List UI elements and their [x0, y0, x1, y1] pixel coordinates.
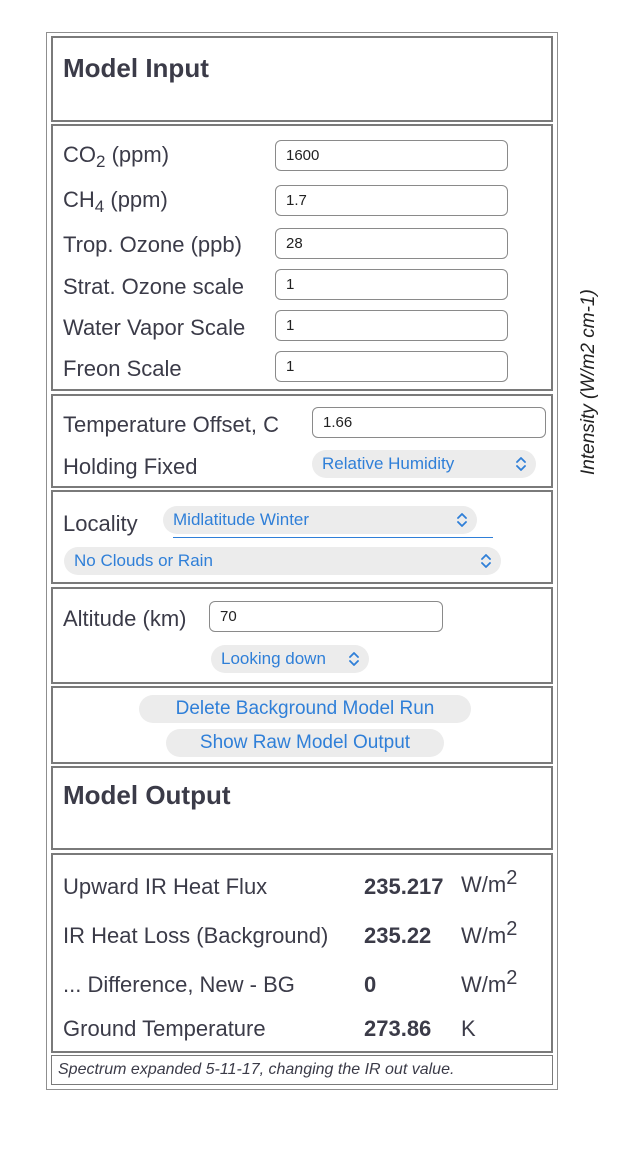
temperature-offset-input[interactable]: [312, 407, 546, 438]
locality-section: [51, 490, 553, 584]
difference-value: 0: [364, 972, 377, 997]
ch4-label: $CH_4$ (ppm): [63, 187, 168, 216]
ir-heat-loss-label: IR Heat Loss (Background): [63, 923, 329, 948]
direction-select[interactable]: [211, 645, 369, 673]
locality-divider: [173, 537, 493, 538]
locality-label: Locality: [63, 511, 138, 536]
upward-ir-unit: $W/m^2$: [461, 867, 518, 897]
model-output-title: Model Output: [63, 780, 231, 810]
altitude-section: [51, 587, 553, 684]
delete-background-button[interactable]: Delete Background Model Run: [139, 695, 471, 723]
spectrum-note: Spectrum expanded 5-11-17, changing the IR out value.: [58, 1061, 455, 1078]
ground-temperature-unit: K: [461, 1016, 476, 1041]
holding-fixed-select[interactable]: [312, 450, 536, 478]
show-raw-output-button[interactable]: Show Raw Model Output: [166, 729, 444, 757]
temperature-offset-label: Temperature Offset, C: [63, 412, 280, 437]
note-section: [51, 1055, 553, 1085]
chevron-updown-icon: [514, 450, 528, 478]
trop-ozone-input[interactable]: [275, 228, 508, 259]
holding-fixed-value: Relative Humidity: [322, 454, 455, 473]
model-input-title: Model Input: [63, 53, 209, 83]
chevron-updown-icon: [479, 547, 493, 575]
ground-temperature-label: Ground Temperature: [63, 1016, 266, 1041]
gas-inputs-section: [51, 124, 553, 391]
upward-ir-label: Upward IR Heat Flux: [63, 874, 268, 899]
strat-ozone-input[interactable]: [275, 269, 508, 300]
ground-temperature-value: 273.86: [364, 1016, 432, 1041]
upward-ir-value: 235.217: [364, 874, 444, 899]
holding-fixed-label: Holding Fixed: [63, 454, 198, 479]
model-input-header: [51, 36, 553, 122]
difference-label: ... Difference, New - BG: [63, 972, 295, 997]
trop-ozone-label: Trop. Ozone (ppb): [63, 232, 242, 257]
model-panel: [46, 32, 558, 1090]
water-vapor-label: Water Vapor Scale: [63, 315, 246, 340]
chevron-updown-icon: [455, 506, 469, 534]
locality-select[interactable]: [163, 506, 477, 534]
freon-input[interactable]: [275, 351, 508, 382]
difference-unit: $W/m^2$: [461, 967, 518, 997]
model-output-section: [51, 853, 553, 1053]
direction-value: Looking down: [221, 649, 326, 668]
altitude-label: Altitude (km): [63, 606, 187, 631]
ir-heat-loss-value: 235.22: [364, 923, 432, 948]
ir-heat-loss-unit: $W/m^2$: [461, 918, 518, 948]
intensity-axis-label: Intensity (W/m2 cm-1): [578, 289, 599, 475]
freon-label: Freon Scale: [63, 356, 182, 381]
clouds-value: No Clouds or Rain: [74, 551, 213, 570]
water-vapor-input[interactable]: [275, 310, 508, 341]
altitude-input[interactable]: [209, 601, 443, 632]
clouds-select[interactable]: [64, 547, 501, 575]
buttons-section: [51, 686, 553, 764]
chevron-updown-icon: [347, 645, 361, 673]
locality-value: Midlatitude Winter: [173, 510, 310, 529]
strat-ozone-label: Strat. Ozone scale: [63, 274, 244, 299]
model-output-header: [51, 766, 553, 850]
co2-input[interactable]: [275, 140, 508, 171]
temperature-section: [51, 394, 553, 488]
co2-label: $CO_2$ (ppm): [63, 142, 170, 171]
ch4-input[interactable]: [275, 185, 508, 216]
